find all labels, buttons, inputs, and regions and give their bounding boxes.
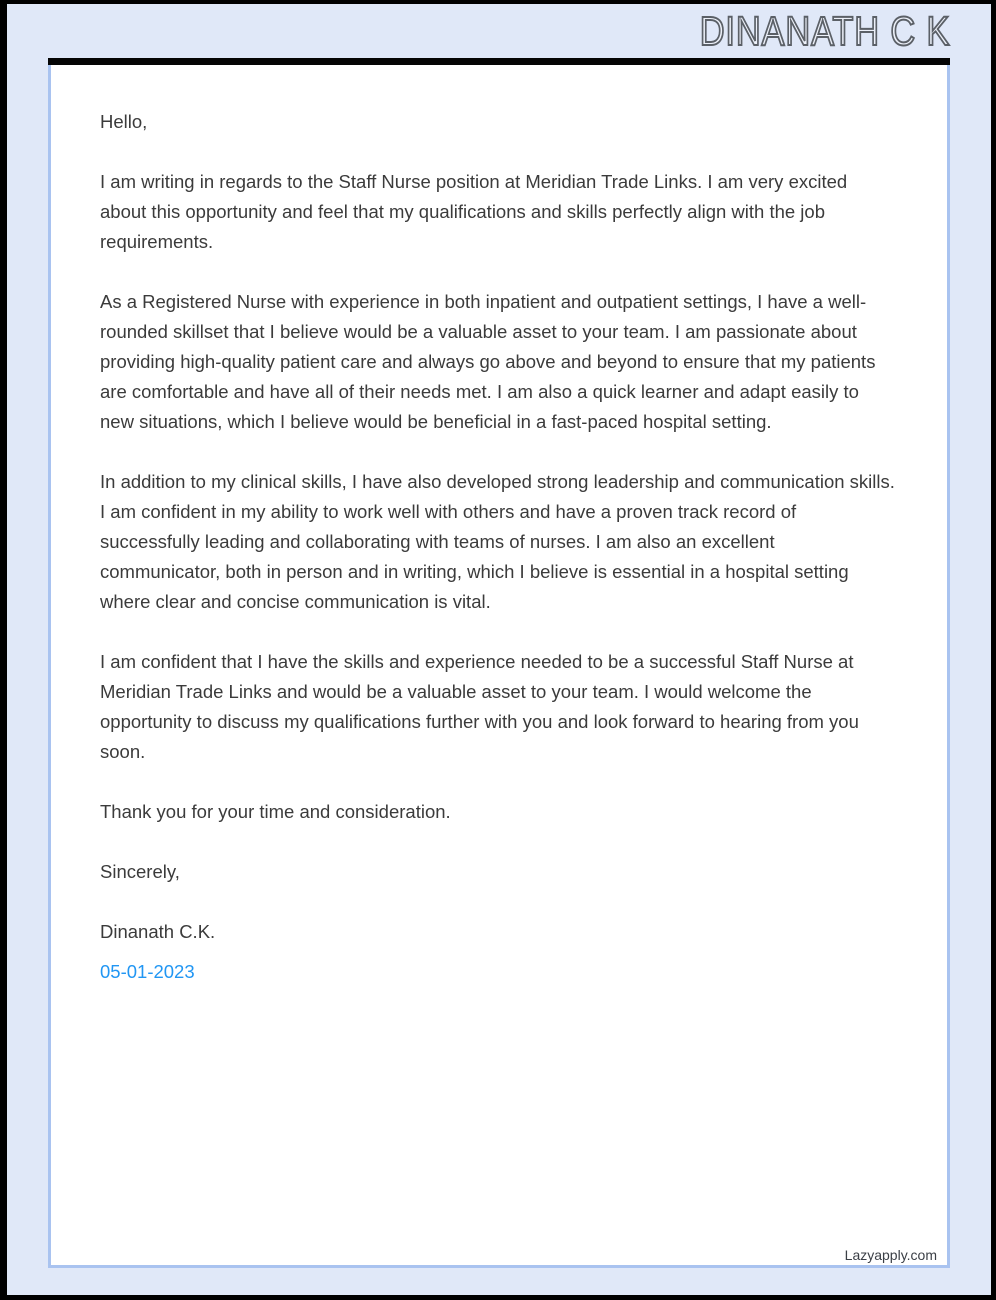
page-column	[48, 4, 950, 1268]
paragraph-skills: In addition to my clinical skills, I have also developed strong leadership and communication skills. I am confident in my ability to work well with others and have a proven track record of successfully leading and collaborating with teams of nurses. I am also an excellent communicator, both in person and in writing, which I believe is essential in a hospital setting where clear and concise communication is vital.	[100, 471, 895, 612]
letter-page	[48, 65, 950, 1268]
greeting-text: Hello,	[100, 111, 148, 132]
letter-header	[48, 4, 950, 58]
letter-body	[100, 107, 895, 987]
header-divider-rule	[48, 58, 950, 65]
letter-date: 05-01-2023	[100, 961, 195, 982]
paragraph-confidence: I am confident that I have the skills and experience needed to be a successful Staff Nurse at Meridian Trade Links and would be a valuable asset to your team. I would welcome the opportunity to discuss my qualifications further with you and look forward to hearing from you soon.	[100, 651, 859, 762]
paragraph-thanks: Thank you for your time and consideration.	[100, 801, 451, 822]
lazyapply-watermark: Lazyapply.com	[844, 1247, 937, 1263]
applicant-name-heading: DINANATH C K	[699, 8, 950, 54]
paragraph-experience: As a Registered Nurse with experience in both inpatient and outpatient settings, I have a well-rounded skillset that I believe would be a valuable asset to your team. I am passionate about providing high-quality patient care and always go above and beyond to ensure that my patients are comfortable and have all of their needs met. I am also a quick learner and adapt easily to new situations, which I believe would be beneficial in a fast-paced hospital setting.	[100, 291, 876, 432]
document-background	[7, 4, 991, 1295]
closing-text: Sincerely,	[100, 861, 180, 882]
paragraph-intro: I am writing in regards to the Staff Nurse position at Meridian Trade Links. I am very excited about this opportunity and feel that my qualifications and skills perfectly align with the job requirements.	[100, 171, 848, 252]
signature-text: Dinanath C.K.	[100, 921, 216, 942]
